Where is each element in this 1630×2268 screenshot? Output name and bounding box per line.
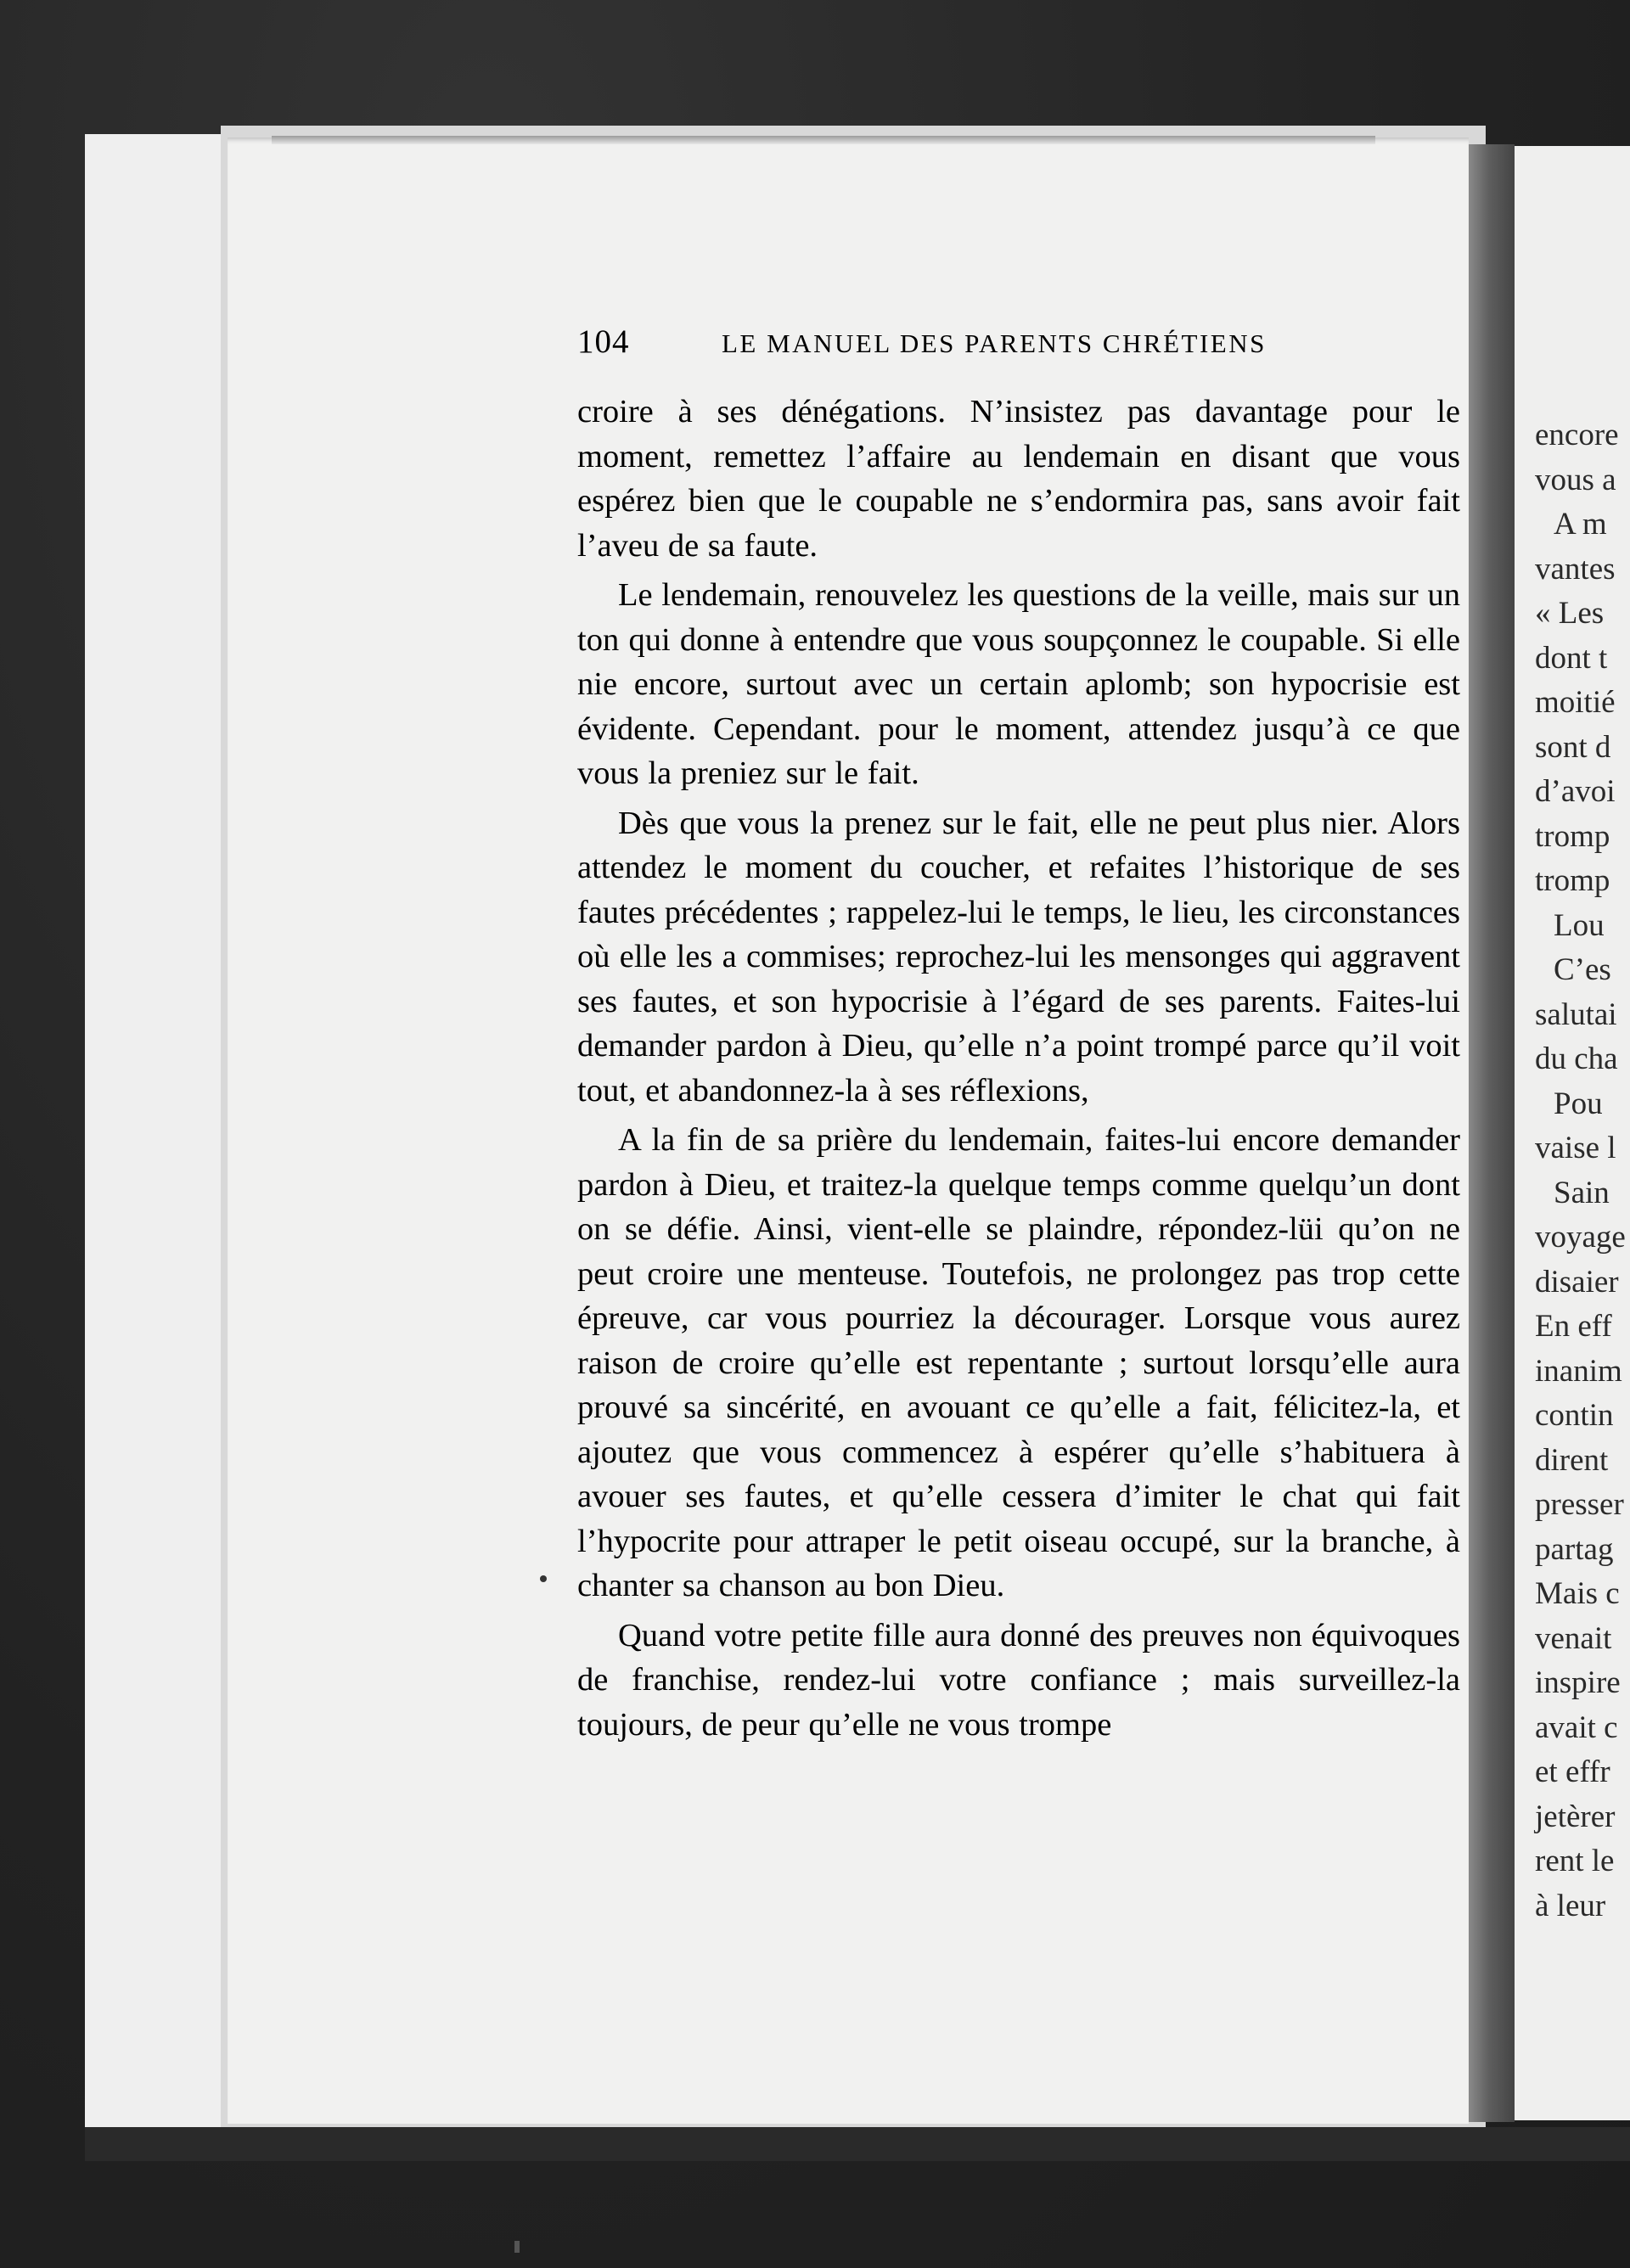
right-page-line: Lou bbox=[1554, 907, 1605, 943]
right-book-page bbox=[1515, 146, 1630, 2120]
right-page-text bbox=[1535, 413, 1630, 1928]
right-page-line: avait c bbox=[1535, 1709, 1618, 1745]
paragraph: Le lendemain, renouvelez les questions de la veille, mais sur un ton qui donne à entendre que vous soupçonnez le coupable. Si elle nie encore, surtout avec un certain aplomb; son hypocrisie est évidente. Cependant. pour le moment, attendez jusqu’à ce que vous la preniez sur le fait. bbox=[577, 577, 1460, 791]
right-page-line: encore bbox=[1535, 418, 1619, 452]
right-page-line: Mais c bbox=[1535, 1576, 1620, 1611]
right-page-line: En eff bbox=[1535, 1309, 1612, 1344]
body-text bbox=[577, 390, 1460, 1747]
right-page-line: sont d bbox=[1535, 729, 1611, 765]
paragraph: A la fin de sa prière du lendemain, faites-lui encore demander pardon à Dieu, et traitez-la quelque temps comme quelqu’un dont on se défie. Ainsi, vient-elle se plaindre, répondez-lüi qu’on ne peut croire une menteuse. Toutefois, ne prolongez pas trop cette épreuve, car vous pourriez la décourager. Lorsque vous aurez raison de croire qu’elle est repentante ; surtout lorsqu’elle aura prouvé sa sincérité, en avouant ce qu’elle a fait, félicitez-la, et ajoutez que vous commencez à espérer qu’elle s’habituera à avouer ses fautes, et qu’elle cessera d’imiter le chat qui fait l’hypocrite pour attraper le petit oiseau occupé, sur la branche, à chanter sa chanson au bon Dieu. bbox=[577, 1122, 1460, 1603]
right-page-line: Sain bbox=[1554, 1175, 1610, 1210]
scan-speck bbox=[514, 2241, 520, 2253]
page-header bbox=[577, 323, 1460, 361]
right-page-line: à leur bbox=[1535, 1888, 1606, 1923]
book-gutter bbox=[1469, 144, 1515, 2122]
right-page-line: salutai bbox=[1535, 996, 1617, 1032]
right-page-line: dont t bbox=[1535, 640, 1608, 676]
right-page-line: jetèrer bbox=[1535, 1799, 1616, 1834]
right-page-line: inspire bbox=[1535, 1665, 1621, 1700]
running-head: LE MANUEL DES PARENTS CHRÉTIENS bbox=[722, 328, 1267, 358]
right-page-line: et effr bbox=[1535, 1754, 1610, 1789]
right-page-line: venait bbox=[1535, 1620, 1612, 1656]
right-page-line: inanim bbox=[1535, 1353, 1622, 1389]
right-page-line: vantes bbox=[1535, 551, 1616, 587]
right-page-line: presser bbox=[1535, 1487, 1624, 1522]
right-page-line: voyage bbox=[1535, 1220, 1626, 1255]
right-page-line: du cha bbox=[1535, 1041, 1618, 1076]
right-page-line: vous a bbox=[1535, 462, 1616, 497]
right-page-line: tromp bbox=[1535, 863, 1610, 898]
right-page-line: rent le bbox=[1535, 1844, 1615, 1878]
paragraph: Dès que vous la prenez sur le fait, elle ne peut plus nier. Alors attendez le moment du coucher, et refaites l’historique de ses fautes précédentes ; rappelez-lui le temps, le lieu, les circonstances où elle les a commises; reprochez-lui les mensonges qui aggravent ses fautes, et son hypocrisie à l’égard de ses parents. Faites-lui demander pardon à Dieu, qu’elle n’a point trompé parce qu’il voit tout, et abandonnez-la à ses réflexions, bbox=[577, 805, 1460, 1109]
right-page-line: vaise l bbox=[1535, 1131, 1616, 1165]
right-page-line: « Les bbox=[1535, 596, 1605, 631]
right-page-line: disaier bbox=[1535, 1264, 1619, 1300]
right-page-line: dirent bbox=[1535, 1442, 1609, 1478]
right-page-line: moitié bbox=[1535, 685, 1616, 720]
right-page-line: C’es bbox=[1554, 952, 1611, 987]
margin-mark bbox=[540, 1575, 547, 1582]
page-text-block bbox=[577, 323, 1460, 1747]
page-top-edge bbox=[272, 136, 1375, 144]
right-page-line: contin bbox=[1535, 1398, 1614, 1433]
right-page-line: d’avoi bbox=[1535, 774, 1616, 809]
paragraph: croire à ses dénégations. N’insistez pas davantage pour le moment, remettez l’affaire au lendemain en disant que vous espérez bien que le coupable ne s’endormira pas, sans avoir fait l’aveu de sa faute. bbox=[577, 394, 1460, 564]
right-page-line: Pou bbox=[1554, 1086, 1603, 1121]
right-page-line: A m bbox=[1554, 507, 1607, 542]
scan-bottom-edge bbox=[85, 2127, 1630, 2161]
paragraph: Quand votre petite fille aura donné des preuves non équivoques de franchise, rendez-lui votre confiance ; mais surveillez-la toujours, de peur qu’elle ne vous trompe bbox=[577, 1617, 1460, 1743]
right-page-line: partag bbox=[1535, 1531, 1614, 1567]
page-number: 104 bbox=[577, 323, 630, 360]
right-page-line: tromp bbox=[1535, 818, 1610, 854]
